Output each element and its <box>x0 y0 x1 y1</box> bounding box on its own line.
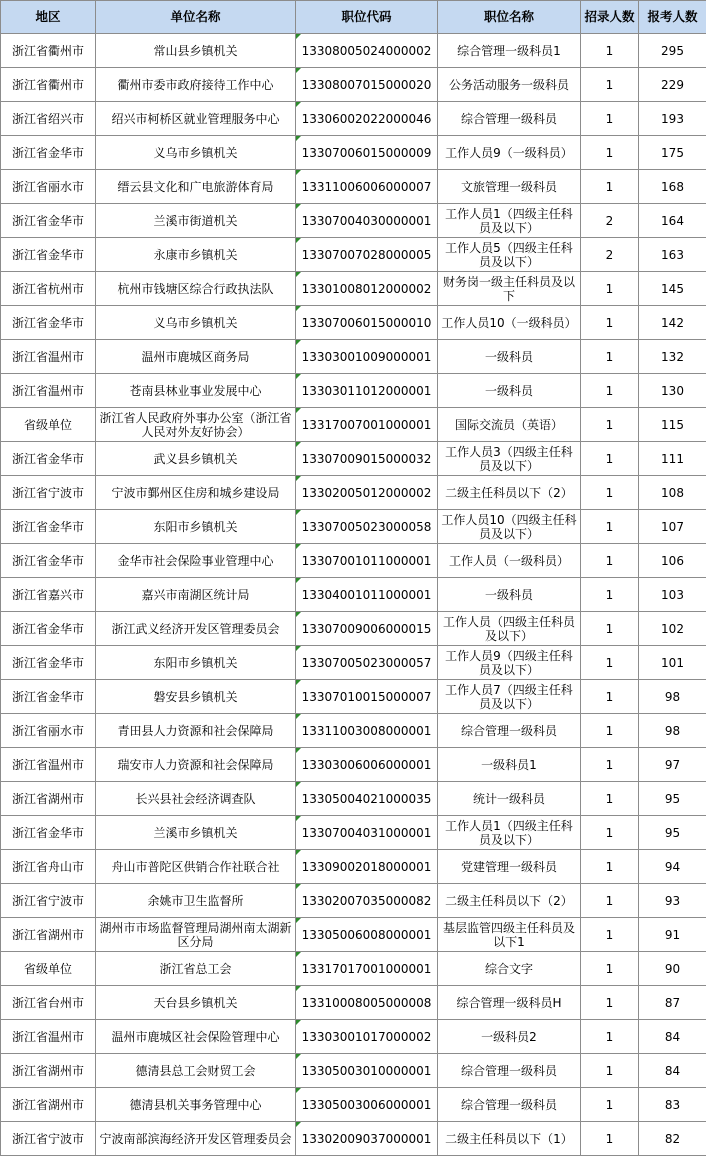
cell-region: 浙江省湖州市 <box>1 918 96 952</box>
cell-unit-name: 长兴县社会经济调查队 <box>96 782 296 816</box>
cell-recruit-count: 1 <box>581 340 639 374</box>
cell-position-code: 13303006006000001 <box>296 748 438 782</box>
cell-unit-name: 浙江省总工会 <box>96 952 296 986</box>
cell-position-code: 13307005023000058 <box>296 510 438 544</box>
cell-unit-name: 绍兴市柯桥区就业管理服务中心 <box>96 102 296 136</box>
cell-applicant-count: 132 <box>639 340 706 374</box>
cell-recruit-count: 1 <box>581 1088 639 1122</box>
table-row <box>1 680 706 714</box>
table-row <box>1 1020 706 1054</box>
table-row <box>1 918 706 952</box>
cell-recruit-count: 1 <box>581 306 639 340</box>
cell-position-code: 13302007035000082 <box>296 884 438 918</box>
cell-position-name: 公务活动服务一级科员 <box>438 68 581 102</box>
table-row <box>1 170 706 204</box>
cell-region: 省级单位 <box>1 952 96 986</box>
cell-unit-name: 义乌市乡镇机关 <box>96 136 296 170</box>
cell-recruit-count: 1 <box>581 34 639 68</box>
cell-recruit-count: 2 <box>581 204 639 238</box>
table-row <box>1 204 706 238</box>
cell-recruit-count: 1 <box>581 714 639 748</box>
cell-position-name: 工作人员（一级科员） <box>438 544 581 578</box>
cell-recruit-count: 1 <box>581 544 639 578</box>
cell-applicant-count: 93 <box>639 884 706 918</box>
cell-region: 浙江省金华市 <box>1 612 96 646</box>
cell-position-name: 二级主任科员以下（2） <box>438 884 581 918</box>
cell-region: 浙江省绍兴市 <box>1 102 96 136</box>
cell-applicant-count: 98 <box>639 714 706 748</box>
cell-region: 浙江省丽水市 <box>1 714 96 748</box>
table-row <box>1 646 706 680</box>
cell-position-code: 13311006006000007 <box>296 170 438 204</box>
table-row <box>1 68 706 102</box>
cell-applicant-count: 193 <box>639 102 706 136</box>
cell-unit-name: 杭州市钱塘区综合行政执法队 <box>96 272 296 306</box>
cell-recruit-count: 1 <box>581 816 639 850</box>
cell-position-name: 综合管理一级科员 <box>438 102 581 136</box>
cell-position-code: 13307009015000032 <box>296 442 438 476</box>
cell-position-code: 13309002018000001 <box>296 850 438 884</box>
cell-unit-name: 东阳市乡镇机关 <box>96 510 296 544</box>
cell-recruit-count: 1 <box>581 102 639 136</box>
cell-applicant-count: 103 <box>639 578 706 612</box>
cell-position-name: 党建管理一级科员 <box>438 850 581 884</box>
cell-position-name: 工作人员1（四级主任科员及以下） <box>438 816 581 850</box>
table-row <box>1 850 706 884</box>
cell-recruit-count: 1 <box>581 510 639 544</box>
cell-recruit-count: 1 <box>581 952 639 986</box>
cell-position-name: 综合管理一级科员 <box>438 1088 581 1122</box>
cell-position-code: 13302009037000001 <box>296 1122 438 1156</box>
cell-unit-name: 义乌市乡镇机关 <box>96 306 296 340</box>
cell-recruit-count: 1 <box>581 68 639 102</box>
cell-recruit-count: 1 <box>581 782 639 816</box>
cell-position-code: 13307004030000001 <box>296 204 438 238</box>
cell-applicant-count: 164 <box>639 204 706 238</box>
cell-applicant-count: 97 <box>639 748 706 782</box>
cell-region: 浙江省湖州市 <box>1 782 96 816</box>
cell-recruit-count: 1 <box>581 374 639 408</box>
cell-applicant-count: 90 <box>639 952 706 986</box>
cell-unit-name: 宁波南部滨海经济开发区管理委员会 <box>96 1122 296 1156</box>
cell-position-code: 13307006015000010 <box>296 306 438 340</box>
table-row <box>1 952 706 986</box>
table-row <box>1 1088 706 1122</box>
table-row <box>1 476 706 510</box>
cell-applicant-count: 95 <box>639 816 706 850</box>
cell-recruit-count: 1 <box>581 476 639 510</box>
cell-region: 浙江省衢州市 <box>1 68 96 102</box>
table-body <box>1 34 706 1156</box>
cell-position-name: 综合管理一级科员 <box>438 1054 581 1088</box>
cell-position-code: 13303001009000001 <box>296 340 438 374</box>
cell-region: 浙江省金华市 <box>1 306 96 340</box>
cell-applicant-count: 83 <box>639 1088 706 1122</box>
cell-unit-name: 青田县人力资源和社会保障局 <box>96 714 296 748</box>
cell-applicant-count: 95 <box>639 782 706 816</box>
table-row <box>1 816 706 850</box>
cell-position-code: 13307007028000005 <box>296 238 438 272</box>
cell-unit-name: 宁波市鄞州区住房和城乡建设局 <box>96 476 296 510</box>
cell-position-code: 13305006008000001 <box>296 918 438 952</box>
table-row <box>1 102 706 136</box>
cell-applicant-count: 101 <box>639 646 706 680</box>
cell-position-name: 工作人员9（一级科员） <box>438 136 581 170</box>
cell-unit-name: 金华市社会保险事业管理中心 <box>96 544 296 578</box>
cell-unit-name: 兰溪市街道机关 <box>96 204 296 238</box>
cell-unit-name: 磐安县乡镇机关 <box>96 680 296 714</box>
cell-position-name: 综合文字 <box>438 952 581 986</box>
cell-recruit-count: 1 <box>581 986 639 1020</box>
header-applicant-count: 报考人数 <box>639 1 706 34</box>
cell-recruit-count: 1 <box>581 918 639 952</box>
table-row <box>1 34 706 68</box>
cell-position-code: 13311003008000001 <box>296 714 438 748</box>
cell-applicant-count: 98 <box>639 680 706 714</box>
cell-applicant-count: 175 <box>639 136 706 170</box>
cell-position-code: 13317017001000001 <box>296 952 438 986</box>
cell-unit-name: 兰溪市乡镇机关 <box>96 816 296 850</box>
table-row <box>1 748 706 782</box>
cell-unit-name: 武义县乡镇机关 <box>96 442 296 476</box>
cell-position-name: 一级科员2 <box>438 1020 581 1054</box>
cell-position-name: 一级科员 <box>438 578 581 612</box>
cell-position-code: 13302005012000002 <box>296 476 438 510</box>
cell-applicant-count: 229 <box>639 68 706 102</box>
cell-position-code: 13305003010000001 <box>296 1054 438 1088</box>
cell-position-code: 13308007015000020 <box>296 68 438 102</box>
cell-recruit-count: 1 <box>581 136 639 170</box>
cell-applicant-count: 111 <box>639 442 706 476</box>
cell-position-name: 综合管理一级科员H <box>438 986 581 1020</box>
cell-position-name: 二级主任科员以下（1） <box>438 1122 581 1156</box>
table-row <box>1 306 706 340</box>
cell-recruit-count: 2 <box>581 238 639 272</box>
cell-position-code: 13306002022000046 <box>296 102 438 136</box>
cell-region: 浙江省湖州市 <box>1 1088 96 1122</box>
header-region: 地区 <box>1 1 96 34</box>
cell-region: 浙江省金华市 <box>1 680 96 714</box>
cell-position-code: 13307010015000007 <box>296 680 438 714</box>
cell-region: 浙江省衢州市 <box>1 34 96 68</box>
cell-position-name: 工作人员1（四级主任科员及以下） <box>438 204 581 238</box>
table-row <box>1 986 706 1020</box>
table-row <box>1 578 706 612</box>
cell-unit-name: 浙江省人民政府外事办公室（浙江省人民对外友好协会） <box>96 408 296 442</box>
header-row <box>1 1 706 34</box>
cell-position-code: 13303011012000001 <box>296 374 438 408</box>
cell-position-name: 工作人员10（四级主任科员及以下） <box>438 510 581 544</box>
cell-region: 浙江省金华市 <box>1 442 96 476</box>
cell-unit-name: 德清县总工会财贸工会 <box>96 1054 296 1088</box>
cell-unit-name: 苍南县林业事业发展中心 <box>96 374 296 408</box>
cell-position-code: 13304001011000001 <box>296 578 438 612</box>
table-row <box>1 782 706 816</box>
cell-unit-name: 温州市鹿城区社会保险管理中心 <box>96 1020 296 1054</box>
cell-applicant-count: 130 <box>639 374 706 408</box>
cell-position-name: 一级科员 <box>438 374 581 408</box>
cell-region: 浙江省宁波市 <box>1 1122 96 1156</box>
cell-unit-name: 德清县机关事务管理中心 <box>96 1088 296 1122</box>
cell-recruit-count: 1 <box>581 680 639 714</box>
cell-recruit-count: 1 <box>581 408 639 442</box>
cell-position-code: 13317007001000001 <box>296 408 438 442</box>
cell-region: 浙江省金华市 <box>1 816 96 850</box>
cell-unit-name: 浙江武义经济开发区管理委员会 <box>96 612 296 646</box>
cell-applicant-count: 84 <box>639 1020 706 1054</box>
cell-unit-name: 余姚市卫生监督所 <box>96 884 296 918</box>
cell-region: 浙江省舟山市 <box>1 850 96 884</box>
cell-unit-name: 舟山市普陀区供销合作社联合社 <box>96 850 296 884</box>
cell-region: 浙江省台州市 <box>1 986 96 1020</box>
header-position-name: 职位名称 <box>438 1 581 34</box>
table-row <box>1 442 706 476</box>
cell-recruit-count: 1 <box>581 748 639 782</box>
table-row <box>1 340 706 374</box>
cell-region: 浙江省金华市 <box>1 544 96 578</box>
header-unit-name: 单位名称 <box>96 1 296 34</box>
cell-position-code: 13307001011000001 <box>296 544 438 578</box>
cell-position-code: 13301008012000002 <box>296 272 438 306</box>
cell-region: 浙江省金华市 <box>1 646 96 680</box>
cell-recruit-count: 1 <box>581 646 639 680</box>
cell-applicant-count: 145 <box>639 272 706 306</box>
cell-region: 省级单位 <box>1 408 96 442</box>
cell-applicant-count: 106 <box>639 544 706 578</box>
cell-position-name: 一级科员 <box>438 340 581 374</box>
cell-applicant-count: 163 <box>639 238 706 272</box>
table-row <box>1 374 706 408</box>
cell-applicant-count: 102 <box>639 612 706 646</box>
table-row <box>1 884 706 918</box>
cell-recruit-count: 1 <box>581 850 639 884</box>
cell-recruit-count: 1 <box>581 612 639 646</box>
cell-unit-name: 衢州市委市政府接待工作中心 <box>96 68 296 102</box>
cell-region: 浙江省金华市 <box>1 238 96 272</box>
table-row <box>1 136 706 170</box>
cell-region: 浙江省温州市 <box>1 748 96 782</box>
cell-unit-name: 东阳市乡镇机关 <box>96 646 296 680</box>
cell-applicant-count: 82 <box>639 1122 706 1156</box>
cell-position-name: 统计一级科员 <box>438 782 581 816</box>
cell-position-name: 国际交流员（英语） <box>438 408 581 442</box>
cell-applicant-count: 142 <box>639 306 706 340</box>
cell-applicant-count: 295 <box>639 34 706 68</box>
header-position-code: 职位代码 <box>296 1 438 34</box>
cell-recruit-count: 1 <box>581 1020 639 1054</box>
cell-recruit-count: 1 <box>581 884 639 918</box>
cell-unit-name: 常山县乡镇机关 <box>96 34 296 68</box>
table-row <box>1 612 706 646</box>
cell-region: 浙江省温州市 <box>1 374 96 408</box>
cell-unit-name: 湖州市市场监督管理局湖州南太湖新区分局 <box>96 918 296 952</box>
cell-recruit-count: 1 <box>581 1054 639 1088</box>
cell-recruit-count: 1 <box>581 272 639 306</box>
cell-position-name: 二级主任科员以下（2） <box>438 476 581 510</box>
cell-position-name: 综合管理一级科员1 <box>438 34 581 68</box>
cell-unit-name: 温州市鹿城区商务局 <box>96 340 296 374</box>
cell-region: 浙江省金华市 <box>1 510 96 544</box>
cell-applicant-count: 91 <box>639 918 706 952</box>
table-row <box>1 544 706 578</box>
cell-position-name: 工作人员5（四级主任科员及以下） <box>438 238 581 272</box>
cell-position-name: 工作人员10（一级科员） <box>438 306 581 340</box>
table-row <box>1 272 706 306</box>
cell-position-name: 一级科员1 <box>438 748 581 782</box>
cell-applicant-count: 84 <box>639 1054 706 1088</box>
table-row <box>1 714 706 748</box>
cell-unit-name: 瑞安市人力资源和社会保障局 <box>96 748 296 782</box>
cell-region: 浙江省金华市 <box>1 204 96 238</box>
cell-unit-name: 天台县乡镇机关 <box>96 986 296 1020</box>
cell-position-code: 13307005023000057 <box>296 646 438 680</box>
cell-region: 浙江省宁波市 <box>1 476 96 510</box>
header-recruit-count: 招录人数 <box>581 1 639 34</box>
cell-position-name: 财务岗一级主任科员及以下 <box>438 272 581 306</box>
table-row <box>1 408 706 442</box>
cell-position-code: 13308005024000002 <box>296 34 438 68</box>
cell-unit-name: 永康市乡镇机关 <box>96 238 296 272</box>
cell-region: 浙江省湖州市 <box>1 1054 96 1088</box>
cell-recruit-count: 1 <box>581 1122 639 1156</box>
cell-region: 浙江省嘉兴市 <box>1 578 96 612</box>
cell-position-code: 13303001017000002 <box>296 1020 438 1054</box>
cell-position-code: 13305003006000001 <box>296 1088 438 1122</box>
cell-applicant-count: 108 <box>639 476 706 510</box>
cell-position-code: 13307004031000001 <box>296 816 438 850</box>
cell-region: 浙江省金华市 <box>1 136 96 170</box>
cell-recruit-count: 1 <box>581 578 639 612</box>
cell-position-code: 13310008005000008 <box>296 986 438 1020</box>
cell-position-code: 13307009006000015 <box>296 612 438 646</box>
table-row <box>1 1054 706 1088</box>
cell-region: 浙江省丽水市 <box>1 170 96 204</box>
cell-position-code: 13305004021000035 <box>296 782 438 816</box>
cell-position-name: 工作人员3（四级主任科员及以下） <box>438 442 581 476</box>
cell-applicant-count: 107 <box>639 510 706 544</box>
cell-applicant-count: 87 <box>639 986 706 1020</box>
cell-region: 浙江省杭州市 <box>1 272 96 306</box>
cell-position-name: 文旅管理一级科员 <box>438 170 581 204</box>
cell-position-code: 13307006015000009 <box>296 136 438 170</box>
cell-recruit-count: 1 <box>581 442 639 476</box>
cell-position-name: 工作人员9（四级主任科员及以下） <box>438 646 581 680</box>
cell-region: 浙江省宁波市 <box>1 884 96 918</box>
cell-applicant-count: 94 <box>639 850 706 884</box>
cell-recruit-count: 1 <box>581 170 639 204</box>
table-row <box>1 510 706 544</box>
cell-position-name: 基层监管四级主任科员及以下1 <box>438 918 581 952</box>
cell-position-name: 工作人员（四级主任科员及以下） <box>438 612 581 646</box>
table-row <box>1 1122 706 1156</box>
cell-unit-name: 缙云县文化和广电旅游体育局 <box>96 170 296 204</box>
cell-position-name: 综合管理一级科员 <box>438 714 581 748</box>
cell-applicant-count: 115 <box>639 408 706 442</box>
cell-unit-name: 嘉兴市南湖区统计局 <box>96 578 296 612</box>
cell-region: 浙江省温州市 <box>1 1020 96 1054</box>
cell-position-name: 工作人员7（四级主任科员及以下） <box>438 680 581 714</box>
cell-applicant-count: 168 <box>639 170 706 204</box>
table-row <box>1 238 706 272</box>
cell-region: 浙江省温州市 <box>1 340 96 374</box>
